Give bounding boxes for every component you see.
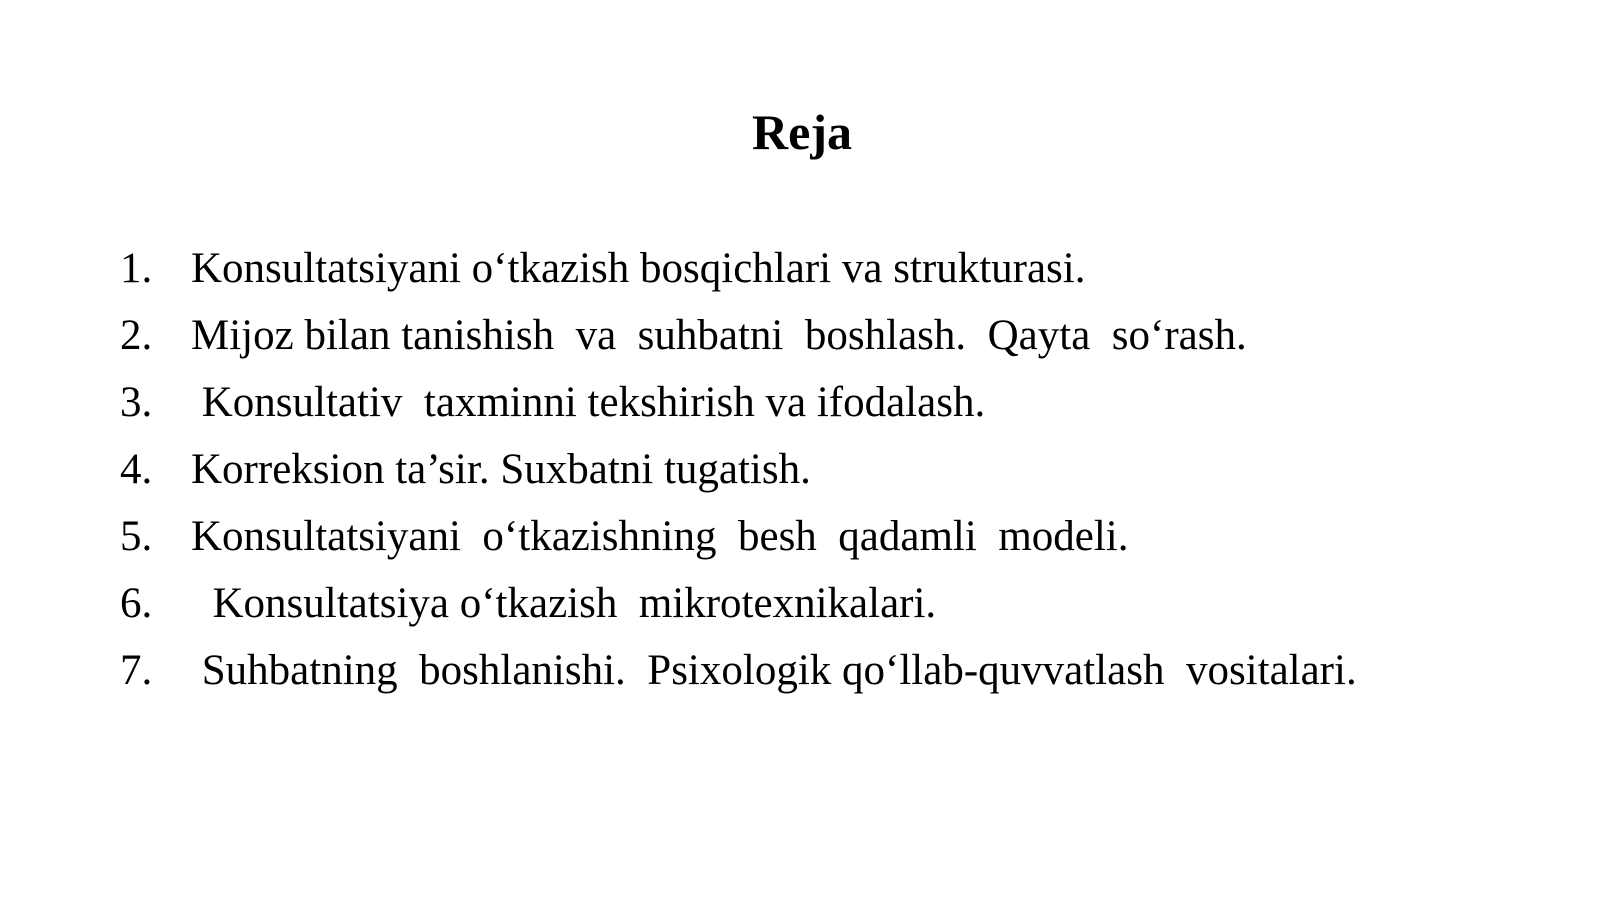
agenda-item-4 (120, 441, 1560, 508)
agenda-item-2 (120, 307, 1560, 374)
agenda-item-number: 6. (120, 580, 153, 627)
agenda-item-5 (120, 508, 1560, 575)
agenda-item-text: Konsultatsiya o‘tkazish mikrotexnikalari. (191, 580, 937, 627)
agenda-item-number: 3. (120, 379, 153, 426)
slide-title: Reja (752, 104, 852, 160)
agenda-item-text: Mijoz bilan tanishish va suhbatni boshlash. Qayta so‘rash. (191, 312, 1247, 359)
agenda-item-6 (120, 575, 1560, 642)
agenda-item-text: Konsultativ taxminni tekshirish va ifodalash. (191, 379, 986, 426)
agenda-item-7 (120, 642, 1560, 709)
agenda-item-text: Konsultatsiyani o‘tkazishning besh qadamli modeli. (191, 513, 1129, 560)
agenda-item-number: 1. (120, 245, 153, 292)
agenda-item-text: Suhbatning boshlanishi. Psixologik qo‘llab-quvvatlash vositalari. (191, 647, 1357, 694)
agenda-item-3 (120, 374, 1560, 441)
agenda-list (120, 240, 1560, 709)
agenda-item-number: 4. (120, 446, 153, 493)
agenda-item-text: Korreksion ta’sir. Suxbatni tugatish. (191, 446, 811, 493)
agenda-item-number: 7. (120, 647, 153, 694)
agenda-item-1 (120, 240, 1560, 307)
agenda-item-number: 5. (120, 513, 153, 560)
agenda-item-text: Konsultatsiyani o‘tkazish bosqichlari va strukturasi. (191, 245, 1086, 292)
agenda-item-number: 2. (120, 312, 153, 359)
